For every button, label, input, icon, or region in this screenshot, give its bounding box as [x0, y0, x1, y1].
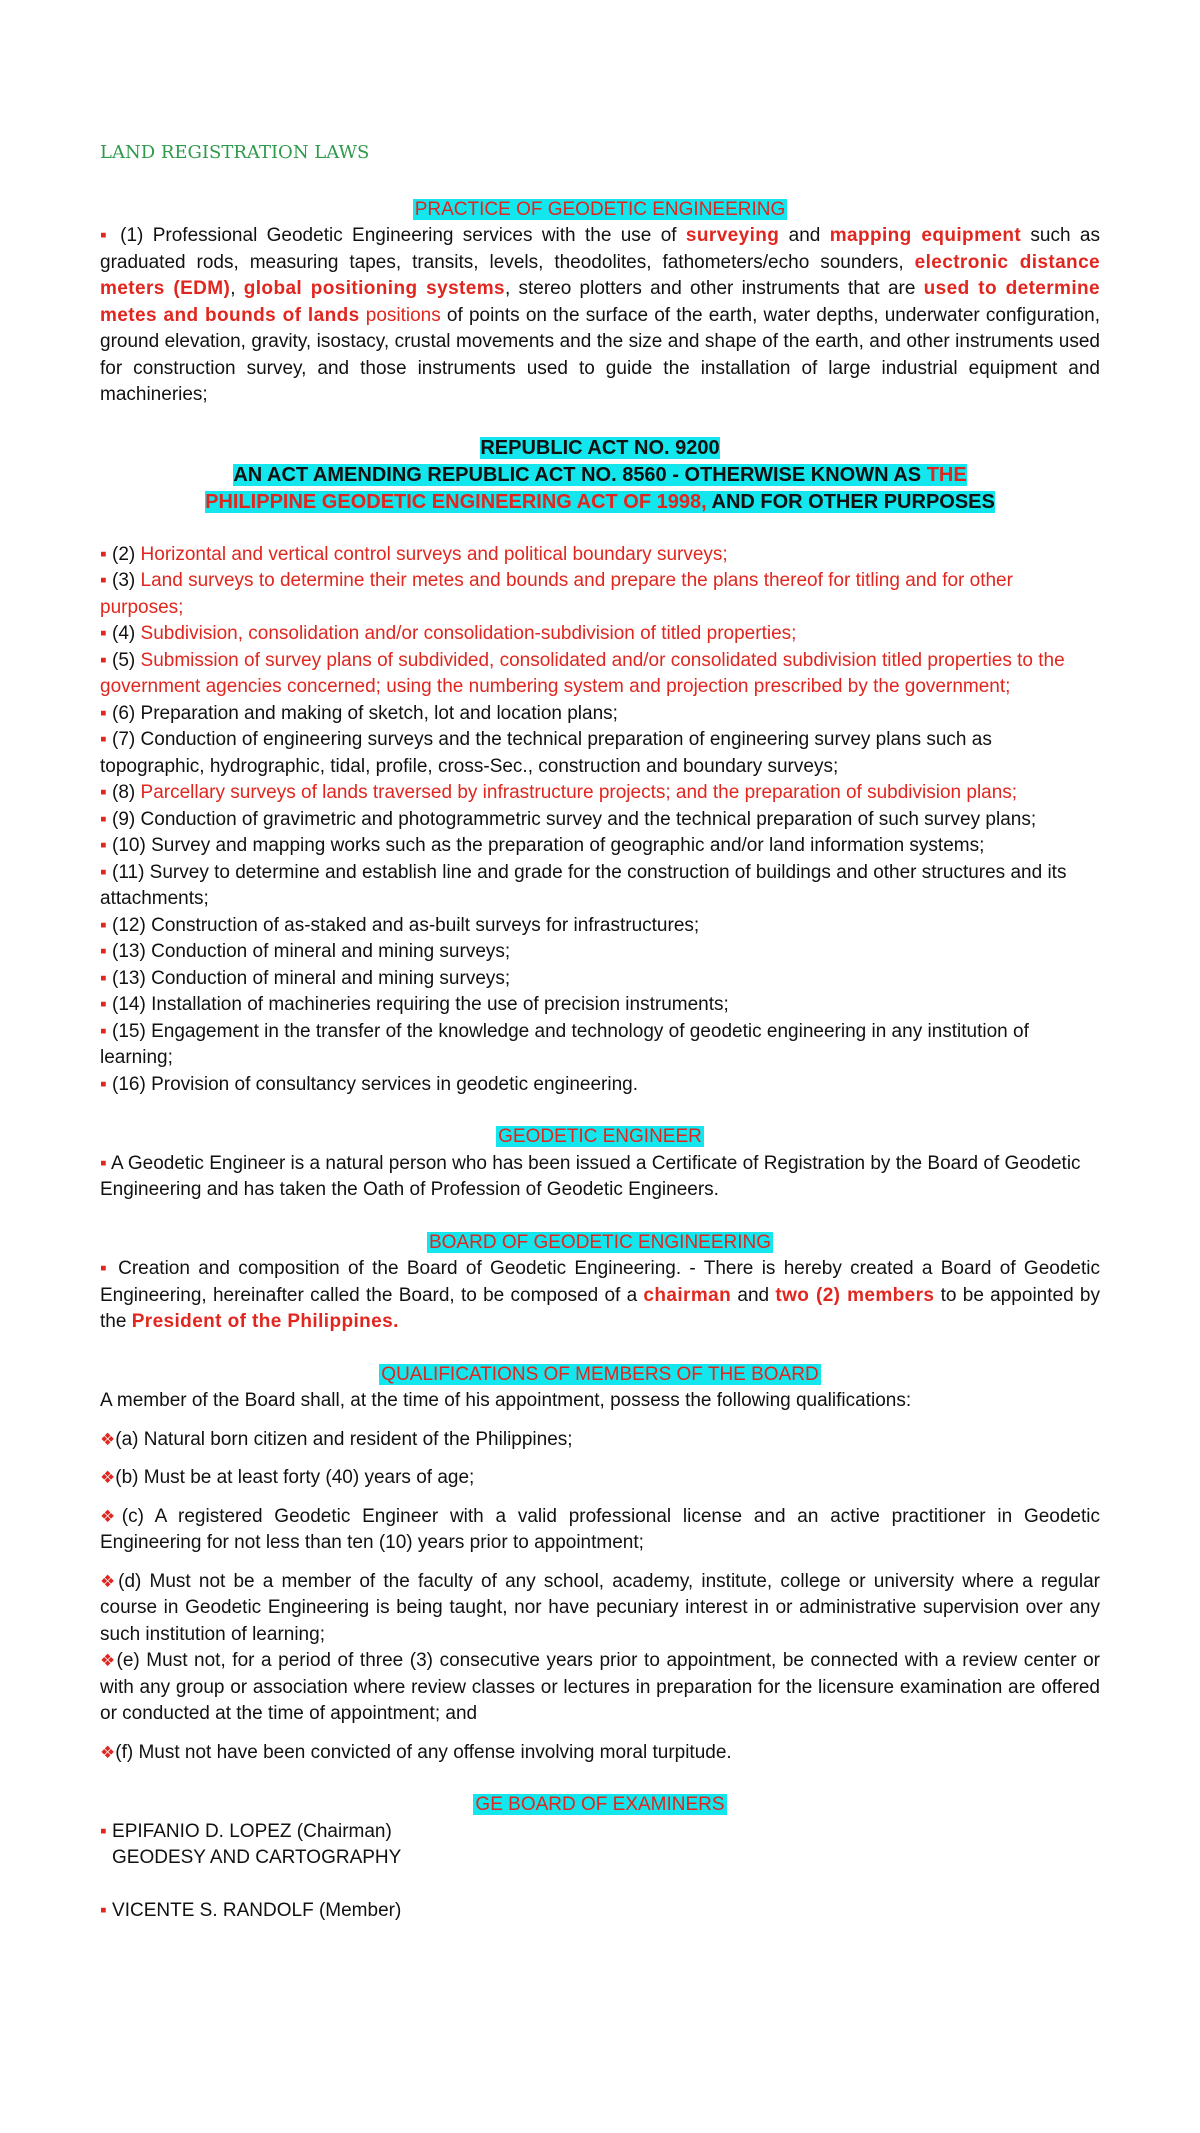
emphasis-run: two (2) members	[775, 1284, 935, 1306]
text-run: A Geodetic Engineer is a natural person who has been issued a Certificate of Registration by the Board of Geodetic Engineering and has taken the Oath of Profession of Geodetic Engineers.	[100, 1152, 1081, 1200]
item-text: (3)	[106, 570, 141, 591]
ra-line3-text: AND FOR OTHER PURPOSES	[706, 490, 995, 513]
ra-line1: REPUBLIC ACT NO. 9200	[480, 436, 720, 459]
list-item	[100, 966, 1100, 993]
section-heading-qualifications	[100, 1362, 1100, 1389]
bullet-icon: ▪	[100, 1820, 107, 1842]
item-text: (7) Conduction of engineering surveys and the technical preparation of engineering survey plans such as topographic, hydrographic, tidal, profile, cross-Sec., construction and boundary surveys;	[100, 729, 992, 777]
item-text: (13) Conduction of mineral and mining surveys;	[106, 941, 511, 962]
qualification-item	[100, 1569, 1100, 1649]
item-text: (2)	[106, 543, 141, 565]
qualification-text: (a) Natural born citizen and resident of the Philippines;	[115, 1428, 573, 1450]
examiner-name: EPIFANIO D. LOPEZ (Chairman)	[106, 1820, 392, 1842]
item-red-text: Subdivision, consolidation and/or consolidation-subdivision of titled properties;	[140, 623, 797, 644]
item-text: (14) Installation of machineries requiring the use of precision instruments;	[106, 994, 729, 1015]
heading-text: QUALIFICATIONS OF MEMBERS OF THE BOARD	[381, 1363, 819, 1385]
document-page	[100, 140, 1100, 1950]
services-list	[100, 542, 1100, 1099]
qualification-item	[100, 1740, 1100, 1767]
diamond-bullet-icon: ❖	[100, 1506, 122, 1526]
heading-text: GEODETIC ENGINEER	[498, 1126, 702, 1147]
emphasis-run: surveying	[685, 225, 780, 246]
ra-line2-text: AN ACT AMENDING REPUBLIC ACT NO. 8560 - OTHERWISE KNOWN AS	[233, 463, 927, 486]
paragraph-practice	[100, 223, 1100, 409]
bullet-icon: ▪	[100, 702, 107, 724]
ra-line2	[233, 464, 966, 486]
bullet-icon: ▪	[100, 1258, 110, 1279]
item-red-text: Horizontal and vertical control surveys and political boundary surveys;	[140, 543, 728, 565]
emphasis-run: electronic distance meters (EDM)	[100, 251, 1100, 299]
republic-act-heading	[100, 435, 1100, 516]
bullet-icon: ▪	[100, 225, 111, 246]
emphasis-run: used to determine metes and bounds of lands	[100, 278, 1100, 326]
list-item	[100, 833, 1100, 860]
item-text: (16) Provision of consultancy services in geodetic engineering.	[106, 1073, 638, 1095]
paragraph-ge	[100, 1151, 1100, 1204]
text-run: such as graduated rods, measuring tapes, transits, levels, theodolites, fathometers/echo sounders,	[100, 225, 1100, 273]
bullet-icon: ▪	[100, 1152, 107, 1174]
list-item	[100, 568, 1100, 621]
qualification-text: (b) Must be at least forty (40) years of age;	[115, 1467, 475, 1488]
item-text: (15) Engagement in the transfer of the knowledge and technology of geodetic engineering in any institution of learning;	[100, 1020, 1029, 1068]
emphasis-run: chairman	[643, 1284, 732, 1306]
item-text: (5)	[106, 649, 141, 671]
heading-text: PRACTICE OF GEODETIC ENGINEERING	[414, 198, 786, 220]
item-text: (13) Conduction of mineral and mining surveys;	[106, 967, 511, 989]
diamond-bullet-icon: ❖	[100, 1571, 119, 1591]
text-run: , stereo plotters and other instruments that are	[505, 278, 924, 299]
qualification-item	[100, 1648, 1100, 1728]
item-red-text: Land surveys to determine their metes and bounds and prepare the plans thereof for titling and for other purposes;	[100, 570, 1013, 618]
text-run: and	[731, 1284, 776, 1306]
diamond-bullet-icon: ❖	[100, 1468, 116, 1487]
qualification-text: (d) Must not be a member of the faculty of any school, academy, institute, college or university where a regular course in Geodetic Engineering is being taught, nor have pecuniary interest in or administrative supervision over any such institution of learning;	[100, 1570, 1100, 1645]
ra-line2-red: THE	[926, 463, 967, 486]
text-run: ,	[230, 278, 244, 299]
qualification-text: (f) Must not have been convicted of any offense involving moral turpitude.	[115, 1741, 732, 1763]
bullet-icon: ▪	[100, 782, 107, 803]
examiners-list	[100, 1819, 1100, 1925]
qualification-item	[100, 1465, 1100, 1492]
document-title: LAND REGISTRATION LAWS	[100, 142, 370, 163]
bullet-icon: ▪	[100, 543, 107, 565]
qualification-item	[100, 1427, 1100, 1454]
qualifications-list	[100, 1427, 1100, 1767]
emphasis-run: global positioning systems	[243, 278, 505, 299]
emphasis-run: President of the Philippines.	[131, 1311, 399, 1332]
section-heading-practice	[100, 197, 1100, 224]
bullet-icon: ▪	[100, 861, 107, 883]
bullet-icon: ▪	[100, 835, 107, 856]
list-item	[100, 648, 1100, 701]
text-run: to be appointed by the	[100, 1284, 1100, 1332]
list-item	[100, 727, 1100, 780]
list-item	[100, 860, 1100, 913]
bullet-icon: ▪	[100, 729, 107, 750]
diamond-bullet-icon: ❖	[100, 1742, 116, 1762]
bullet-icon: ▪	[100, 994, 107, 1015]
list-item	[100, 913, 1100, 940]
bullet-icon: ▪	[100, 941, 107, 962]
list-item	[100, 780, 1100, 807]
paragraph-board	[100, 1256, 1100, 1336]
list-item	[100, 701, 1100, 728]
bullet-icon: ▪	[100, 914, 107, 936]
bullet-icon: ▪	[100, 967, 107, 989]
item-text: (4)	[106, 623, 141, 644]
list-item	[100, 542, 1100, 569]
list-item	[100, 1019, 1100, 1072]
section-heading-ge	[100, 1124, 1100, 1151]
list-item	[100, 939, 1100, 966]
text-run: Creation and composition of the Board of Geodetic Engineering. - There is hereby created a Board of Geodetic Engineering, hereinafter called the Board, to be composed of a	[100, 1258, 1100, 1306]
examiner-name: VICENTE S. RANDOLF (Member)	[106, 1899, 402, 1921]
item-text: (9) Conduction of gravimetric and photogrammetric survey and the technical preparation of such survey plans;	[106, 808, 1037, 830]
section-heading-examiners	[100, 1792, 1100, 1819]
bullet-icon: ▪	[100, 623, 107, 644]
qualifications-intro: A member of the Board shall, at the time of his appointment, possess the following qualifications:	[100, 1390, 912, 1411]
heading-text: GE BOARD OF EXAMINERS	[475, 1794, 725, 1815]
heading-text: BOARD OF GEODETIC ENGINEERING	[428, 1231, 772, 1253]
ra-line3-red: PHILIPPINE GEODETIC ENGINEERING ACT OF 1998,	[205, 490, 707, 513]
bullet-icon: ▪	[100, 808, 107, 830]
item-text: (11) Survey to determine and establish line and grade for the construction of buildings and other structures and its attachments;	[100, 861, 1067, 909]
qualification-text: (c) A registered Geodetic Engineer with a valid professional license and an active practitioner in Geodetic Engineering for not less than ten (10) years prior to appointment;	[100, 1505, 1100, 1553]
bullet-icon: ▪	[100, 570, 107, 591]
diamond-bullet-icon: ❖	[100, 1429, 116, 1449]
item-text: (6) Preparation and making of sketch, lot and location plans;	[106, 702, 618, 724]
bullet-icon: ▪	[100, 649, 107, 671]
examiner-subject: GEODESY AND CARTOGRAPHY	[112, 1847, 402, 1868]
examiner-entry	[100, 1898, 1100, 1925]
text-run: and	[779, 225, 830, 246]
item-text: (12) Construction of as-staked and as-built surveys for infrastructures;	[106, 914, 700, 936]
list-item	[100, 1072, 1100, 1099]
qualification-item	[100, 1504, 1100, 1557]
item-text: (8)	[106, 782, 141, 803]
text-run: (1) Professional Geodetic Engineering services with the use of	[110, 225, 686, 246]
emphasis-run: mapping equipment	[829, 225, 1022, 246]
list-item	[100, 992, 1100, 1019]
bullet-icon: ▪	[100, 1020, 107, 1042]
bullet-icon: ▪	[100, 1899, 107, 1921]
item-red-text: Submission of survey plans of subdivided, consolidated and/or consolidated subdivision titled properties to the government agencies concerned; using the numbering system and projection prescribed by the government;	[100, 649, 1065, 697]
text-run: of points on the surface of the earth, water depths, underwater configuration, ground elevation, gravity, isostacy, crustal movements and the size and shape of the earth, and other instruments used for construction survey, and those instruments used to guide the installation of large industrial equipment and machineries;	[100, 304, 1100, 405]
ra-line3	[205, 491, 995, 513]
item-text: (10) Survey and mapping works such as the preparation of geographic and/or land information systems;	[106, 835, 985, 856]
list-item	[100, 621, 1100, 648]
red-run: positions	[365, 304, 441, 326]
qualification-text: (e) Must not, for a period of three (3) consecutive years prior to appointment, be connected with a review center or with any group or association where review classes or lectures in preparation for the licensure examination are offered or conducted at the time of appointment; and	[100, 1650, 1100, 1724]
bullet-icon: ▪	[100, 1073, 107, 1095]
item-red-text: Parcellary surveys of lands traversed by infrastructure projects; and the preparation of subdivision plans;	[140, 782, 1018, 803]
list-item	[100, 807, 1100, 834]
section-heading-board	[100, 1230, 1100, 1257]
examiner-entry	[100, 1819, 1100, 1872]
diamond-bullet-icon: ❖	[100, 1651, 117, 1670]
